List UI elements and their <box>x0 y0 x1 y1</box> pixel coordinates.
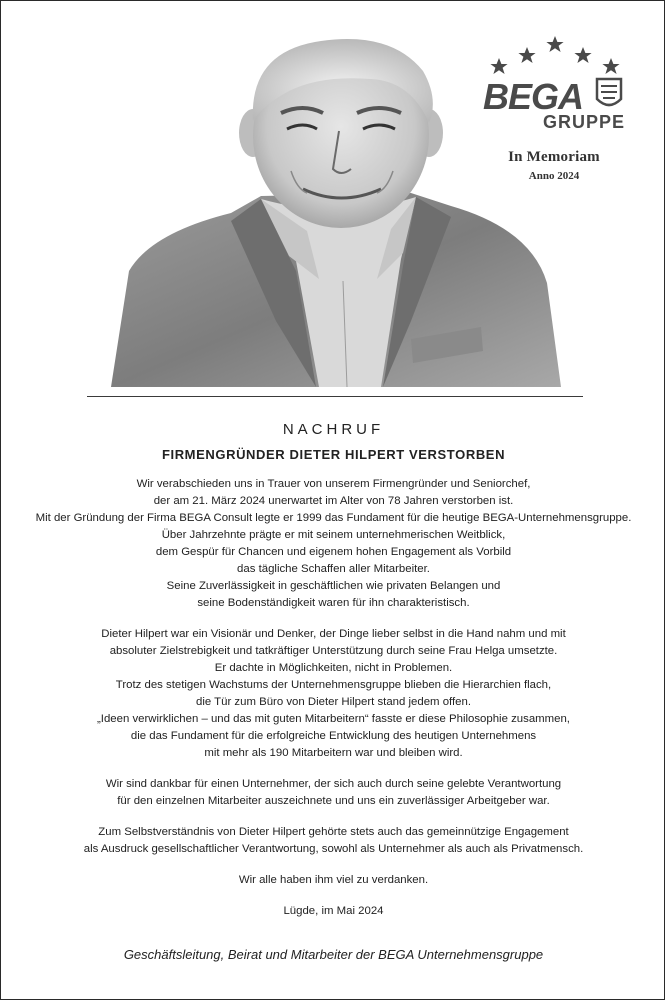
place-date: Lügde, im Mai 2024 <box>283 905 384 917</box>
text-line: Über Jahrzehnte prägte er mit seinem unternehmerischen Weitblick, <box>161 529 506 541</box>
in-memoriam-block <box>491 149 617 182</box>
text-line: Mit der Gründung der Firma BEGA Consult legte er 1999 das Fundament für die heutige BEGA-Unternehmensgruppe. <box>35 512 632 524</box>
text-line: Trotz des stetigen Wachstums der Unternehmensgruppe blieben die Hierarchien flach, <box>115 679 552 691</box>
logo-group: GRUPPE <box>542 112 625 132</box>
text-line: Wir alle haben ihm viel zu verdanken. <box>238 874 429 886</box>
signature-line: Geschäftsleitung, Beirat und Mitarbeiter der BEGA Unternehmensgruppe <box>123 947 544 962</box>
bega-logo <box>479 31 629 136</box>
text-line: als Ausdruck gesellschaftlicher Verantwortung, sowohl als Unternehmer als auch als Privatmensch. <box>83 843 584 855</box>
text-line: die das Fundament für die erfolgreiche Entwicklung des heutigen Unternehmens <box>130 730 537 742</box>
text-line: Zum Selbstverständnis von Dieter Hilpert gehörte stets auch das gemeinnützige Engagement <box>98 826 569 838</box>
text-line: Er dachte in Möglichkeiten, nicht in Problemen. <box>214 662 453 674</box>
text-line: der am 21. März 2024 unerwartet im Alter von 78 Jahren verstorben ist. <box>153 495 514 507</box>
text-line: Dieter Hilpert war ein Visionär und Denker, der Dinge lieber selbst in die Hand nahm und mit <box>101 628 566 640</box>
obituary-body <box>11 476 656 920</box>
text-line: absoluter Zielstrebigkeit und tatkräftiger Unterstützung durch seine Frau Helga umsetzte. <box>109 645 558 657</box>
paragraph-5 <box>11 872 656 889</box>
obituary-title: NACHRUF <box>282 421 385 438</box>
memoriam-title: In Memoriam <box>508 149 600 165</box>
paragraph-2 <box>11 626 656 762</box>
paragraph-4 <box>11 824 656 858</box>
memoriam-year: Anno 2024 <box>528 170 580 182</box>
text-line: Wir sind dankbar für einen Unternehmer, der sich auch durch seine gelebte Verantwortung <box>105 778 562 790</box>
text-line: seine Bodenständigkeit waren für ihn charakteristisch. <box>197 597 470 609</box>
text-line: dem Gespür für Chancen und eigenem hohen Engagement als Vorbild <box>155 546 512 558</box>
text-line: die Tür zum Büro von Dieter Hilpert stand jedem offen. <box>196 696 471 708</box>
logo-stars <box>490 36 619 74</box>
text-line: das tägliche Schaffen aller Mitarbeiter. <box>237 563 430 575</box>
text-line: „Ideen verwirklichen – und das mit guten Mitarbeitern“ fasste er diese Philosophie zusammen, <box>97 713 570 725</box>
text-line: für den einzelnen Mitarbeiter auszeichnete und uns ein zuverlässiger Arbeitgeber war. <box>117 795 550 807</box>
portrait-divider <box>87 396 583 397</box>
text-line: Wir verabschieden uns in Trauer von unserem Firmengründer und Seniorchef, <box>136 478 531 490</box>
text-line: mit mehr als 190 Mitarbeitern war und bleiben wird. <box>204 747 463 759</box>
obituary-subtitle: FIRMENGRÜNDER DIETER HILPERT VERSTORBEN <box>161 447 506 462</box>
paragraph-1 <box>11 476 656 612</box>
paragraph-3 <box>11 776 656 810</box>
logo-brand: BEGA <box>483 76 584 117</box>
text-line: Seine Zuverlässigkeit in geschäftlichen wie privaten Belangen und <box>166 580 501 592</box>
